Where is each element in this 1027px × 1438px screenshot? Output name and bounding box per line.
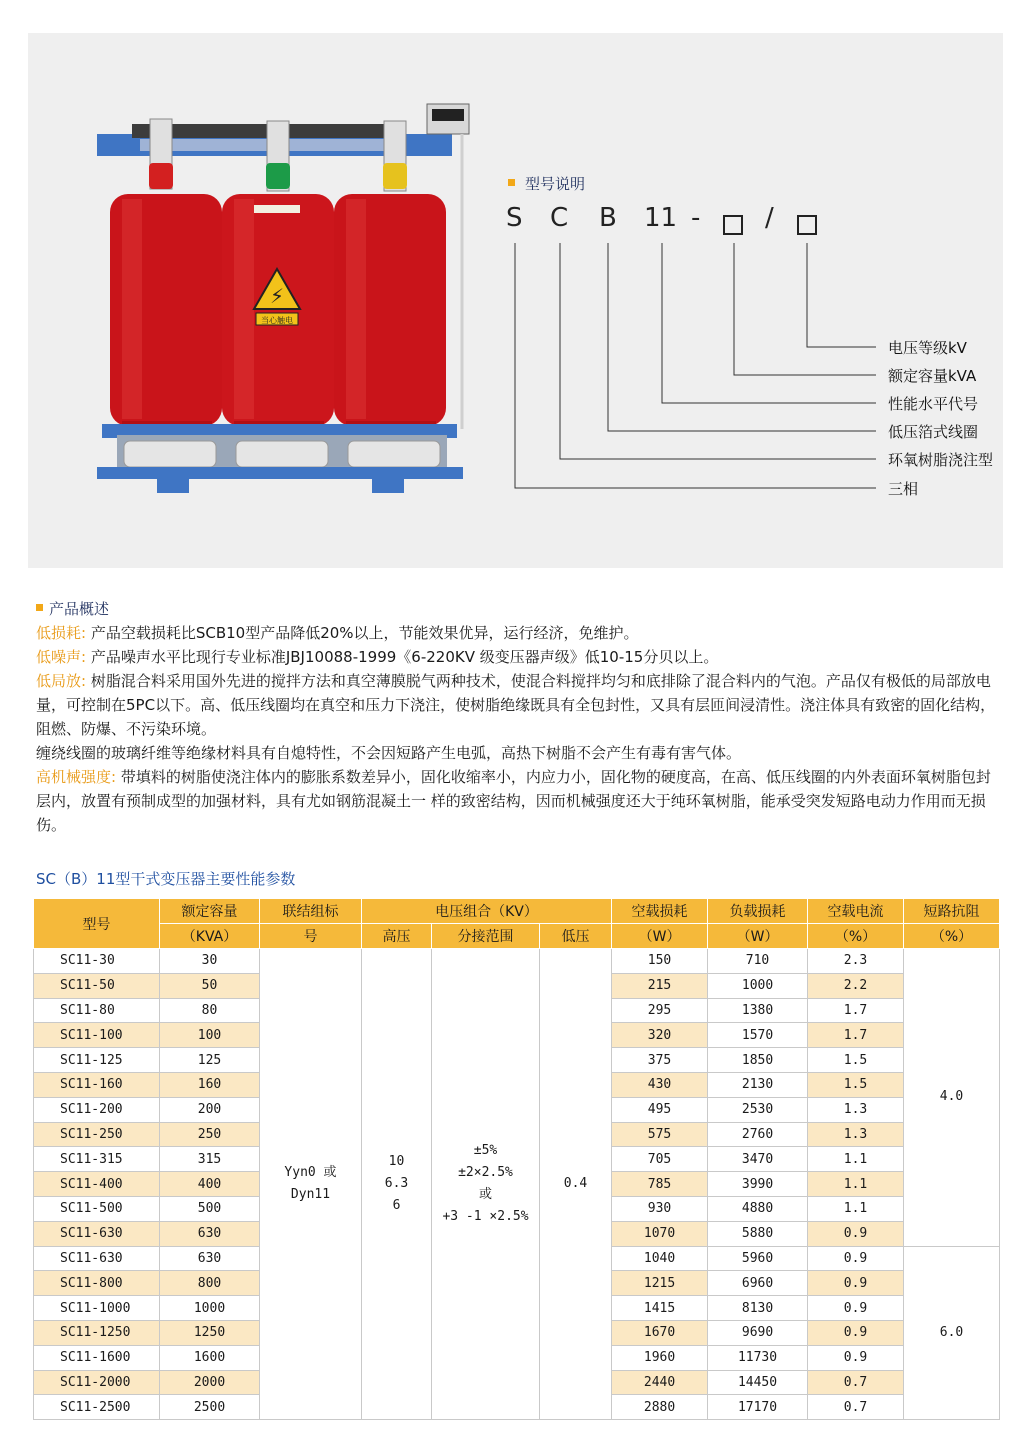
header-noload-loss: 空载损耗 [612,899,708,924]
cell-noload-loss: 575 [612,1122,708,1147]
code-letter-s: S [506,203,523,233]
table-title: SC（B）11型干式变压器主要性能参数 [36,870,296,888]
cell-load-loss: 2760 [708,1122,808,1147]
cell-noload-current: 0.9 [808,1246,904,1271]
warning-label: 当心触电 [261,316,293,325]
cell-noload-current: 0.7 [808,1395,904,1420]
overview-self-extinguish: 缠绕线圈的玻璃纤维等绝缘材料具有自熄特性，不会因短路产生电弧，高热下树脂不会产生有毒有害气体。 [36,744,742,762]
cell-model: SC11-125 [34,1048,160,1073]
cell-capacity: 80 [160,998,260,1023]
cell-model: SC11-630 [34,1221,160,1246]
cell-capacity: 1250 [160,1320,260,1345]
cell-load-loss: 2130 [708,1072,808,1097]
connection-line-1: Yyn0 或 [284,1165,337,1181]
cell-load-loss: 1000 [708,973,808,998]
cell-noload-current: 1.3 [808,1097,904,1122]
overview-title: 产品概述 [36,598,996,619]
header-impedance: 短路抗阻 [904,899,1000,924]
cell-load-loss: 5960 [708,1246,808,1271]
cell-capacity: 100 [160,1023,260,1048]
cell-capacity: 250 [160,1122,260,1147]
cell-noload-current: 1.1 [808,1196,904,1221]
cell-model: SC11-250 [34,1122,160,1147]
code-letter-11: 11 [644,203,678,233]
cell-model: SC11-80 [34,998,160,1023]
overview-low-discharge: 低局放: 树脂混合料采用国外先进的搅拌方法和真空薄膜脱气两种技术，使混合料搅拌均匀和底排除了混合料内的气泡。产品仅有极低的局部放电量，可控制在5PC以下。高、低压线圈均在真空和压力下浇注，使树脂绝缘既具有全包封性，又具有层匝间浸清性。浇注体具有致密的固化结构，阻燃、防爆、不污染环境。 [36,672,996,738]
product-overview [36,598,996,837]
header-noload-current: 空载电流 [808,899,904,924]
cell-capacity: 400 [160,1172,260,1197]
cell-load-loss: 3470 [708,1147,808,1172]
cell-load-loss: 1570 [708,1023,808,1048]
cell-load-loss: 3990 [708,1172,808,1197]
header-model: 型号 [34,899,160,949]
legend-foil-coil: 低压箔式线圈 [888,423,979,441]
cell-load-loss: 2530 [708,1097,808,1122]
cell-model: SC11-800 [34,1271,160,1296]
cell-load-loss: 1380 [708,998,808,1023]
cell-model: SC11-315 [34,1147,160,1172]
tap-line-3: 或 [478,1187,492,1203]
legend-rated-capacity: 额定容量kVA [888,367,977,385]
header-hv: 高压 [362,924,432,949]
cell-capacity: 2500 [160,1395,260,1420]
cell-noload-current: 0.7 [808,1370,904,1395]
cell-noload-current: 0.9 [808,1271,904,1296]
cell-load-loss: 6960 [708,1271,808,1296]
hero-panel [28,33,1003,568]
cell-noload-loss: 2880 [612,1395,708,1420]
table-body [34,949,1000,1420]
cell-model: SC11-2000 [34,1370,160,1395]
code-letter-b: B [599,203,617,233]
overview-low-noise: 低噪声: 产品噪声水平比现行专业标准JBJ10088-1999《6-220KV 级变压器声级》低10-15分贝以上。 [36,648,719,666]
cell-capacity: 800 [160,1271,260,1296]
cell-noload-current: 1.1 [808,1172,904,1197]
model-explanation-title: 型号说明 [508,173,585,194]
code-slash: / [765,203,774,233]
legend-performance-code: 性能水平代号 [888,395,979,413]
code-dash: - [691,203,701,233]
cell-noload-loss: 375 [612,1048,708,1073]
overview-low-loss: 低损耗: 产品空载损耗比SCB10型产品降低20%以上，节能效果优异，运行经济，免维护。 [36,624,639,642]
cell-load-loss: 4880 [708,1196,808,1221]
cell-model: SC11-1250 [34,1320,160,1345]
cell-noload-current: 1.7 [808,1023,904,1048]
cell-load-loss: 9690 [708,1320,808,1345]
cell-noload-current: 0.9 [808,1296,904,1321]
cell-noload-current: 0.9 [808,1320,904,1345]
cell-capacity: 1600 [160,1345,260,1370]
cell-noload-loss: 1040 [612,1246,708,1271]
cell-noload-current: 1.1 [808,1147,904,1172]
cell-noload-loss: 295 [612,998,708,1023]
cell-connection-group [260,949,362,1420]
cell-noload-current: 0.9 [808,1221,904,1246]
cell-model: SC11-160 [34,1072,160,1097]
cell-noload-loss: 1215 [612,1271,708,1296]
cell-load-loss: 710 [708,949,808,974]
code-letter-c: C [550,203,569,233]
cell-load-loss: 1850 [708,1048,808,1073]
header-connection: 联结组标 [260,899,362,924]
hv-line-1: 10 [388,1154,405,1170]
cell-capacity: 500 [160,1196,260,1221]
cell-noload-loss: 495 [612,1097,708,1122]
cell-noload-loss: 2440 [612,1370,708,1395]
transformer-image [62,99,482,499]
legend-voltage-level: 电压等级kV [888,339,967,357]
cell-capacity: 125 [160,1048,260,1073]
cell-model: SC11-50 [34,973,160,998]
header-lv: 低压 [540,924,612,949]
cell-noload-current: 2.3 [808,949,904,974]
header-voltage: 电压组合（KV） [362,899,612,924]
cell-noload-loss: 1670 [612,1320,708,1345]
cell-capacity: 200 [160,1097,260,1122]
cell-load-loss: 11730 [708,1345,808,1370]
header-capacity: 额定容量 [160,899,260,924]
cell-model: SC11-630 [34,1246,160,1271]
svg-text:⚡: ⚡ [269,284,285,308]
header-load-loss: 负载损耗 [708,899,808,924]
header-connection-2: 号 [260,924,362,949]
cell-noload-current: 2.2 [808,973,904,998]
hv-line-2: 6.3 [384,1176,409,1192]
header-load-unit: （W） [708,924,808,949]
legend-epoxy-cast: 环氧树脂浇注型 [888,451,994,469]
cell-tap-range [432,949,540,1420]
cell-capacity: 160 [160,1072,260,1097]
header-tap: 分接范围 [432,924,540,949]
cell-load-loss: 14450 [708,1370,808,1395]
cell-model: SC11-500 [34,1196,160,1221]
cell-model: SC11-200 [34,1097,160,1122]
cell-model: SC11-2500 [34,1395,160,1420]
cell-load-loss: 5880 [708,1221,808,1246]
header-capacity-unit: （KVA） [160,924,260,949]
connection-line-2: Dyn11 [290,1187,331,1203]
header-noload-unit: （W） [612,924,708,949]
overview-mechanical-strength: 高机械强度: 带填料的树脂使浇注体内的膨胀系数差异小，固化收缩率小，内应力小，固化物的硬度高，在高、低压线圈的内外表面环氧树脂包封层内，放置有预制成型的加强材料，具有尤如钢筋混凝土一 样的致密结构，因而机械强度还大于纯环氧树脂，能承受突发短路电动力作用而无损伤。 [36,768,991,834]
cell-noload-loss: 1070 [612,1221,708,1246]
cell-capacity: 630 [160,1221,260,1246]
cell-low-voltage: 0.4 [540,949,612,1420]
tap-line-1: ±5% [473,1143,498,1159]
cell-capacity: 50 [160,973,260,998]
cell-noload-current: 1.5 [808,1048,904,1073]
cell-noload-loss: 320 [612,1023,708,1048]
parameter-table [33,898,1000,1420]
table-row [34,949,1000,974]
hv-line-3: 6 [392,1198,401,1214]
cell-noload-current: 1.3 [808,1122,904,1147]
cell-capacity: 30 [160,949,260,974]
cell-model: SC11-30 [34,949,160,974]
cell-high-voltage [362,949,432,1420]
tap-line-4: +3 -1 ×2.5% [442,1209,529,1225]
cell-noload-loss: 150 [612,949,708,974]
cell-impedance-group-b: 6.0 [904,1246,1000,1420]
cell-model: SC11-1600 [34,1345,160,1370]
bullet-square-icon [36,604,43,611]
cell-load-loss: 8130 [708,1296,808,1321]
cell-noload-loss: 705 [612,1147,708,1172]
header-impedance-unit: （%） [904,924,1000,949]
cell-noload-loss: 1415 [612,1296,708,1321]
cell-model: SC11-100 [34,1023,160,1048]
cell-noload-current: 1.7 [808,998,904,1023]
cell-impedance-group-a: 4.0 [904,949,1000,1247]
cell-noload-loss: 215 [612,973,708,998]
cell-noload-loss: 1960 [612,1345,708,1370]
cell-noload-loss: 785 [612,1172,708,1197]
cell-capacity: 630 [160,1246,260,1271]
cell-model: SC11-1000 [34,1296,160,1321]
cell-model: SC11-400 [34,1172,160,1197]
cell-capacity: 1000 [160,1296,260,1321]
cell-noload-loss: 930 [612,1196,708,1221]
cell-noload-current: 1.5 [808,1072,904,1097]
cell-noload-loss: 430 [612,1072,708,1097]
cell-capacity: 2000 [160,1370,260,1395]
cell-load-loss: 17170 [708,1395,808,1420]
header-current-unit: （%） [808,924,904,949]
model-explanation [506,173,994,523]
tap-line-2: ±2×2.5% [458,1165,513,1181]
cell-capacity: 315 [160,1147,260,1172]
cell-noload-current: 0.9 [808,1345,904,1370]
legend-three-phase: 三相 [888,480,919,498]
